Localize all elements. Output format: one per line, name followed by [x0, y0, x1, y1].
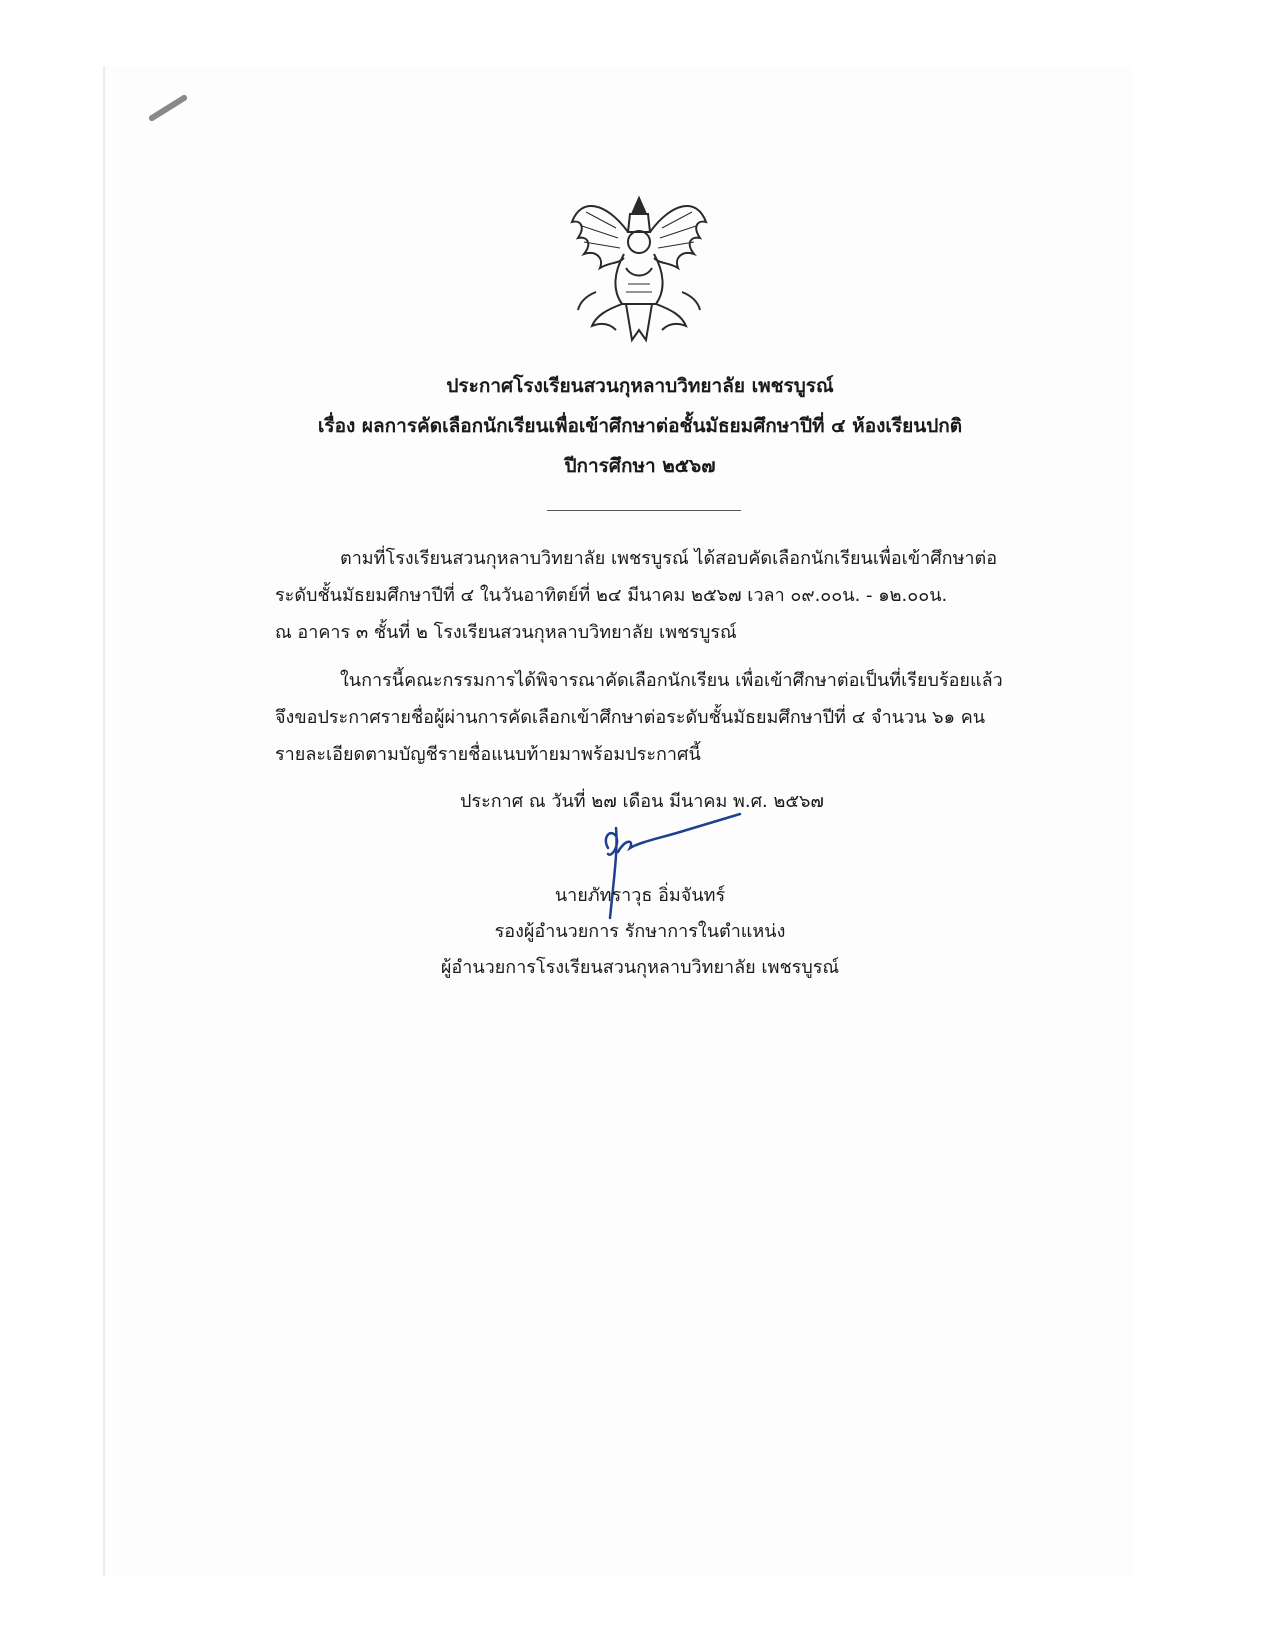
- title-line-1: ประกาศโรงเรียนสวนกุหลาบวิทยาลัย เพชรบูรณ์: [446, 375, 834, 397]
- paragraph-2-line: ในการนี้คณะกรรมการได้พิจารณาคัดเลือกนักเรียน เพื่อเข้าศึกษาต่อเป็นที่เรียบร้อยแล้ว: [340, 670, 1003, 691]
- garuda-emblem: [566, 192, 712, 348]
- header-divider: [547, 510, 741, 511]
- signature-block: [440, 878, 840, 986]
- signer-position-1: รองผู้อำนวยการ รักษาการในตำแหน่ง: [494, 921, 786, 942]
- paragraph-2: [275, 662, 1005, 773]
- announcement-header: [240, 366, 1040, 486]
- signer-name: นายภัทราวุธ อิ่มจันทร์: [554, 885, 726, 906]
- announcement-date: ประกาศ ณ วันที่ ๒๗ เดือน มีนาคม พ.ศ. ๒๕๖๗: [460, 791, 824, 812]
- paragraph-1: [275, 540, 1005, 651]
- title-line-2: เรื่อง ผลการคัดเลือกนักเรียนเพื่อเข้าศึกษาต่อชั้นมัธยมศึกษาปีที่ ๔ ห้องเรียนปกติ: [317, 415, 963, 437]
- paragraph-1-line: ตามที่โรงเรียนสวนกุหลาบวิทยาลัย เพชรบูรณ์ ได้สอบคัดเลือกนักเรียนเพื่อเข้าศึกษาต่อ: [340, 548, 998, 569]
- paragraph-1-line: ระดับชั้นมัธยมศึกษาปีที่ ๔ ในวันอาทิตย์ที่ ๒๔ มีนาคม ๒๕๖๗ เวลา ๐๙.๐๐น. - ๑๒.๐๐น.: [275, 585, 948, 606]
- paragraph-1-line: ณ อาคาร ๓ ชั้นที่ ๒ โรงเรียนสวนกุหลาบวิทยาลัย เพชรบูรณ์: [275, 622, 737, 643]
- paragraph-2-line: จึงขอประกาศรายชื่อผู้ผ่านการคัดเลือกเข้าศึกษาต่อระดับชั้นมัธยมศึกษาปีที่ ๔ จำนวน ๖๑ คน: [275, 707, 986, 728]
- signer-position-2: ผู้อำนวยการโรงเรียนสวนกุหลาบวิทยาลัย เพชรบูรณ์: [440, 957, 840, 978]
- paragraph-2-line: รายละเอียดตามบัญชีรายชื่อแนบท้ายมาพร้อมประกาศนี้: [275, 744, 701, 765]
- title-line-3: ปีการศึกษา ๒๕๖๗: [564, 455, 716, 477]
